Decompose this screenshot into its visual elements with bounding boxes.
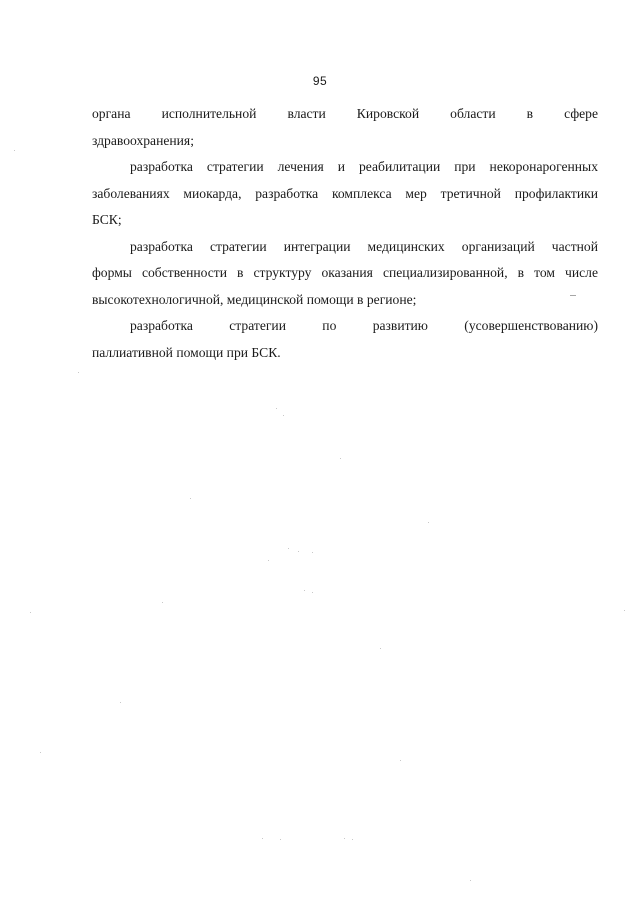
paragraph-line: органа исполнительной власти Кировской области в сфере <box>92 106 598 121</box>
scan-speck <box>344 838 345 839</box>
scan-speck <box>352 839 353 840</box>
paragraph-line: формы собственности в структуру оказания специализированной, в том числе <box>92 265 598 280</box>
scan-speck <box>304 590 305 591</box>
paragraph-treatment-strategy <box>92 154 598 234</box>
scan-speck <box>280 839 281 840</box>
scan-speck <box>78 372 79 373</box>
scan-speck <box>276 408 277 409</box>
scan-speck <box>380 648 381 649</box>
paragraph-line: заболеваниях миокарда, разработка комплекса мер третичной профилактики <box>92 185 598 201</box>
scan-speck <box>262 838 263 839</box>
scan-speck <box>470 880 471 881</box>
paragraph-palliative-strategy <box>92 313 598 366</box>
paragraph-line: БСК; <box>92 212 122 227</box>
paragraph-line: разработка стратегии интеграции медицинских организаций частной <box>130 238 598 254</box>
scan-speck <box>120 702 121 703</box>
scan-mark <box>570 295 576 296</box>
scan-speck <box>288 548 289 549</box>
scan-speck <box>40 752 41 753</box>
scan-speck <box>312 592 313 593</box>
paragraph-executive-body <box>92 101 598 154</box>
page-number: 95 <box>312 74 328 88</box>
scan-speck <box>298 551 299 552</box>
paragraph-integration-strategy <box>92 234 598 314</box>
scan-speck <box>312 552 313 553</box>
scan-speck <box>428 522 429 523</box>
scan-speck <box>162 602 163 603</box>
document-body <box>92 101 598 366</box>
paragraph-line: здравоохранения; <box>92 132 194 148</box>
paragraph-line: разработка стратегии по развитию (усовершенствованию) <box>130 318 598 333</box>
paragraph-line: разработка стратегии лечения и реабилитации при некоронарогенных <box>130 159 598 174</box>
scan-speck <box>14 150 15 151</box>
scan-speck <box>400 760 401 761</box>
scan-speck <box>624 610 625 611</box>
scan-speck <box>30 612 31 613</box>
scan-speck <box>268 560 269 561</box>
scan-speck <box>283 415 284 416</box>
scan-speck <box>340 458 341 459</box>
paragraph-line: высокотехнологичной, медицинской помощи в регионе; <box>92 291 417 307</box>
scan-speck <box>190 498 191 499</box>
paragraph-line: паллиативной помощи при БСК. <box>92 344 281 360</box>
